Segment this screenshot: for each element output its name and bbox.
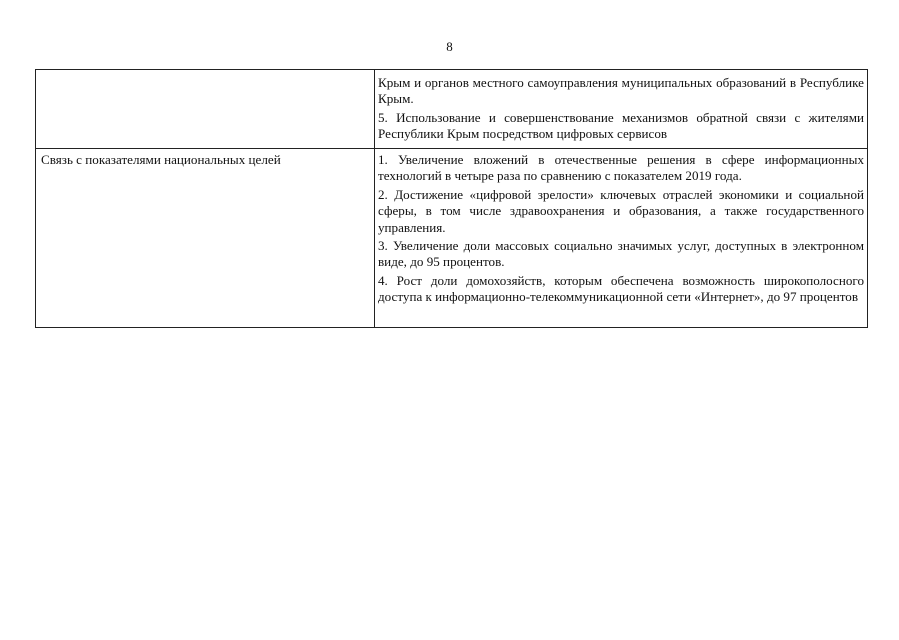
content-paragraph: 5. Использование и совершенствование механизмов обратной связи с жителями Республики Крым посредством цифровых сервисов <box>378 109 864 142</box>
table-row <box>36 70 868 149</box>
content-paragraph: Крым и органов местного самоуправления муниципальных образований в Республике Крым. <box>378 75 864 107</box>
row-label: Связь с показателями национальных целей <box>41 152 281 167</box>
table-cell-content <box>375 70 868 149</box>
table-cell-label <box>36 70 375 149</box>
content-paragraph: 1. Увеличение вложений в отечественные решения в сфере информационных технологий в четыре раза по сравнению с показателем 2019 года. <box>378 152 864 184</box>
page-number: 8 <box>446 39 453 54</box>
passport-table <box>35 69 868 328</box>
table-cell-label <box>36 149 375 328</box>
content-paragraph: 4. Рост доли домохозяйств, которым обеспечена возможность широкополосного доступа к информационно-телекоммуникационной сети «Интернет», до 97 процентов <box>378 272 864 305</box>
content-paragraph: 2. Достижение «цифровой зрелости» ключевых отраслей экономики и социальной сферы, в том числе здравоохранения и образования, а также государственного управления. <box>378 186 864 235</box>
content-paragraph: 3. Увеличение доли массовых социально значимых услуг, доступных в электронном виде, до 95 процентов. <box>378 238 864 270</box>
table-cell-content <box>375 149 868 328</box>
table-row <box>36 149 868 328</box>
